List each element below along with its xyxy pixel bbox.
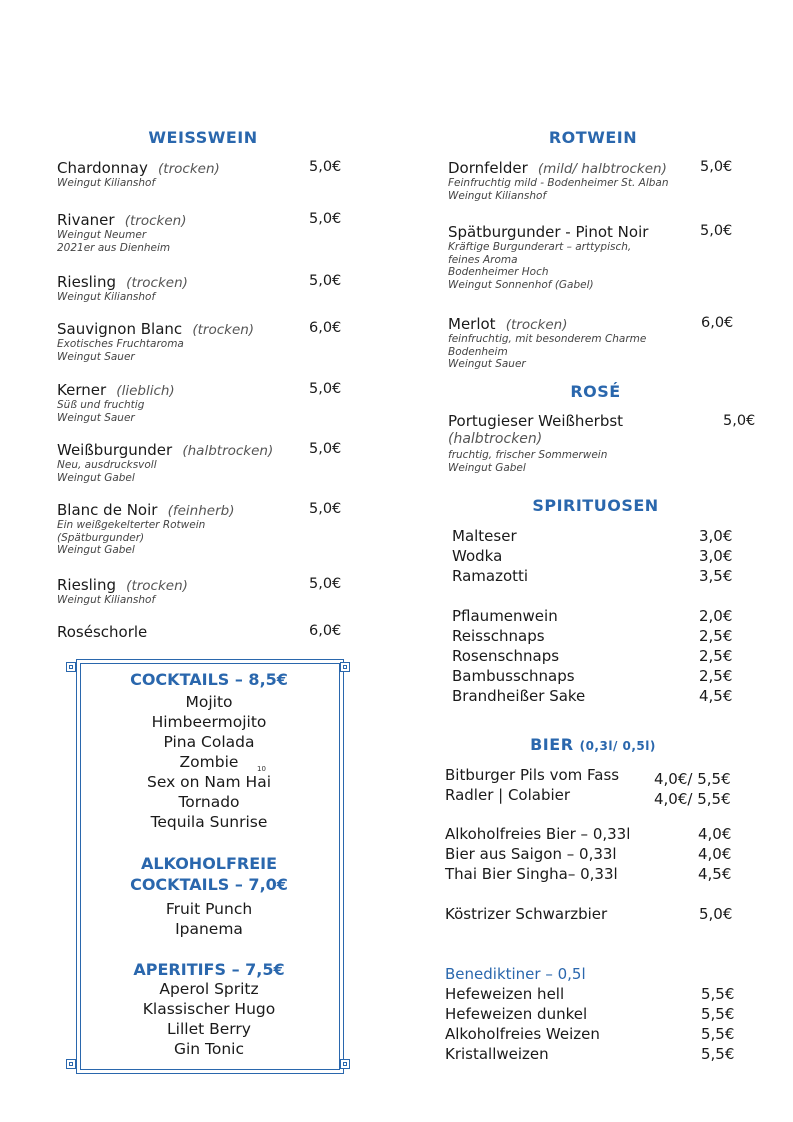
wine-item-dornfelder <box>448 158 669 202</box>
cocktail-item: Mojito <box>185 693 233 711</box>
beer-name: Radler | Colabier <box>445 786 571 804</box>
beer-name: Alkoholfreies Bier – 0,33l <box>445 825 631 843</box>
cocktail-item: Tornado <box>178 793 240 811</box>
spirit-name: Wodka <box>452 547 503 565</box>
wine-description: Weingut Kilianshof <box>57 594 156 606</box>
wine-qualifier: (trocken) <box>126 275 188 291</box>
beer-name: Hefeweizen dunkel <box>445 1005 588 1023</box>
wine-description: Weingut Sauer <box>57 411 135 424</box>
cocktail-item: Pina Colada <box>163 733 255 751</box>
spirit-name: Reisschnaps <box>452 627 545 645</box>
wine-price: 5,0€ <box>309 273 342 289</box>
wine-item-blanc-de-noir <box>57 500 235 557</box>
wine-item-spaetburgunder <box>448 222 648 291</box>
bier-heading <box>448 735 738 754</box>
rose-heading: ROSÉ <box>570 382 621 401</box>
wine-price: 6,0€ <box>309 623 342 639</box>
aperitif-item: Aperol Spritz <box>159 980 259 998</box>
wine-price: 5,0€ <box>309 159 342 175</box>
beer-name: Hefeweizen hell <box>445 985 565 1003</box>
beer-price: 4,0€ <box>698 845 732 863</box>
spirit-name: Rosenschnaps <box>452 647 560 665</box>
wine-description: Weingut Gabel <box>57 471 135 484</box>
wine-name: Weißburgunder <box>57 441 173 459</box>
wine-price: 6,0€ <box>309 320 342 336</box>
spirit-name: Ramazotti <box>452 567 529 585</box>
wine-item-portugieser <box>448 412 623 474</box>
cocktail-item: Zombie <box>179 753 239 771</box>
wine-name: Riesling <box>57 576 116 594</box>
page-note: 10 <box>257 765 266 773</box>
beer-name: Alkoholfreies Weizen <box>445 1025 600 1043</box>
beer-price: 5,5€ <box>701 985 735 1003</box>
spirit-price: 2,5€ <box>699 627 733 645</box>
cocktail-item: Himbeermojito <box>151 713 267 731</box>
spirit-price: 3,5€ <box>699 567 733 585</box>
frame-corner-ornament <box>66 1059 76 1069</box>
wine-name: Dornfelder <box>448 159 528 177</box>
wine-qualifier: (halbtrocken) <box>448 431 543 447</box>
wine-qualifier: (trocken) <box>126 578 188 594</box>
wine-price: 5,0€ <box>700 159 733 175</box>
wine-description: Weingut Kilianshof <box>448 189 547 202</box>
spirit-price: 4,5€ <box>699 687 733 705</box>
alkoholfrei-heading-line2: COCKTAILS – 7,0€ <box>130 875 288 894</box>
spirit-price: 2,5€ <box>699 647 733 665</box>
wine-name: Spätburgunder - Pinot Noir <box>448 223 649 241</box>
wine-qualifier: (lieblich) <box>116 383 175 399</box>
wine-description: Weingut Sauer <box>448 358 526 370</box>
frame-corner-ornament <box>340 1059 350 1069</box>
wine-price: 5,0€ <box>309 501 342 517</box>
wine-item-riesling-2 <box>57 575 188 607</box>
wine-description: Neu, ausdrucksvoll <box>57 459 157 471</box>
wine-item-rivaner <box>57 210 186 254</box>
wine-item-roseschorle <box>57 622 147 641</box>
wine-price: 5,0€ <box>309 576 342 592</box>
beer-name: Köstrizer Schwarzbier <box>445 905 608 923</box>
spirit-name: Bambusschnaps <box>452 667 575 685</box>
beer-price: 5,5€ <box>701 1005 735 1023</box>
cocktail-item: Tequila Sunrise <box>150 813 268 831</box>
spirit-price: 2,0€ <box>699 607 733 625</box>
beer-name: Bitburger Pils vom Fass <box>445 766 620 784</box>
wine-name: Riesling <box>57 273 116 291</box>
wine-description: Weingut Gabel <box>57 544 135 556</box>
wine-qualifier: (trocken) <box>124 213 187 229</box>
wine-description: feinfruchtig, mit besonderem Charme <box>448 333 647 345</box>
aperitif-item: Klassischer Hugo <box>142 1000 276 1018</box>
beer-name: Kristallweizen <box>445 1045 549 1063</box>
wine-description: Bodenheim <box>448 345 508 358</box>
aperitifs-heading: APERITIFS – 7,5€ <box>133 960 285 979</box>
wine-name: Blanc de Noir <box>57 501 158 519</box>
wine-name: Merlot <box>448 315 496 333</box>
wine-description: Weingut Gabel <box>448 461 526 474</box>
benediktiner-subheading: Benediktiner – 0,5l <box>445 965 586 983</box>
wine-description: Weingut Sonnenhof (Gabel) <box>448 278 594 291</box>
wine-description: Süß und fruchtig <box>57 399 145 411</box>
wine-description: Weingut Sauer <box>57 350 135 363</box>
wine-description: feines Aroma <box>448 253 518 266</box>
wine-price: 5,0€ <box>309 381 342 397</box>
spirit-name: Pflaumenwein <box>452 607 558 625</box>
cocktail-item: Ipanema <box>175 920 243 938</box>
cocktail-item: Fruit Punch <box>165 900 253 918</box>
bier-heading-sizes: (0,3l/ 0,5l) <box>579 739 656 753</box>
wine-name: Kerner <box>57 381 107 399</box>
wine-qualifier: (halbtrocken) <box>182 443 274 459</box>
rotwein-heading: ROTWEIN <box>548 128 638 147</box>
wine-description: Weingut Kilianshof <box>57 177 156 189</box>
wine-name: Roséschorle <box>57 623 148 641</box>
beer-price: 4,0€/ 5,5€ <box>654 770 731 788</box>
frame-corner-ornament <box>340 662 350 672</box>
spirit-name: Brandheißer Sake <box>452 687 586 705</box>
wine-description: 2021er aus Dienheim <box>57 241 171 254</box>
wine-price: 5,0€ <box>309 441 342 457</box>
aperitif-item: Lillet Berry <box>167 1020 251 1038</box>
alkoholfrei-heading-line1: ALKOHOLFREIE <box>140 854 278 873</box>
wine-item-kerner <box>57 380 175 424</box>
spirit-price: 3,0€ <box>699 547 733 565</box>
beer-price: 5,0€ <box>699 905 733 923</box>
beer-price: 4,0€/ 5,5€ <box>654 790 731 808</box>
cocktail-item: Sex on Nam Hai <box>146 773 271 791</box>
wine-description: Ein weißgekelterter Rotwein <box>57 519 206 531</box>
wine-name: Chardonnay <box>57 159 148 177</box>
wine-item-weissburgunder <box>57 440 273 484</box>
beer-price: 5,5€ <box>701 1045 735 1063</box>
wine-price: 6,0€ <box>701 315 734 331</box>
wine-name: Sauvignon Blanc <box>57 320 183 338</box>
wine-description: Bodenheimer Hoch <box>448 266 549 278</box>
wine-qualifier: (trocken) <box>158 161 220 177</box>
spirit-price: 2,5€ <box>699 667 733 685</box>
wine-price: 5,0€ <box>700 223 733 239</box>
wine-item-chardonnay <box>57 158 220 190</box>
wine-description: Weingut Neumer <box>57 229 147 241</box>
beer-name: Thai Bier Singha– 0,33l <box>445 865 618 883</box>
bier-heading-title: BIER <box>530 735 574 754</box>
aperitif-item: Gin Tonic <box>173 1040 245 1058</box>
wine-description: Exotisches Fruchtaroma <box>57 338 184 350</box>
wine-item-merlot <box>448 314 646 371</box>
wine-qualifier: (trocken) <box>505 317 568 333</box>
wine-item-riesling <box>57 272 188 304</box>
wine-description: (Spätburgunder) <box>57 531 145 544</box>
frame-corner-ornament <box>66 662 76 672</box>
beer-price: 4,5€ <box>698 865 732 883</box>
spirit-name: Malteser <box>452 527 517 545</box>
wine-name: Portugieser Weißherbst <box>448 412 624 430</box>
wine-price: 5,0€ <box>723 413 756 429</box>
wine-description: Weingut Kilianshof <box>57 291 156 303</box>
spirituosen-heading: SPIRITUOSEN <box>532 496 659 515</box>
wine-description: Feinfruchtig mild - Bodenheimer St. Alban <box>448 177 669 189</box>
wine-name: Rivaner <box>57 211 115 229</box>
wine-qualifier: (feinherb) <box>167 503 235 519</box>
cocktails-heading: COCKTAILS – 8,5€ <box>130 670 288 689</box>
weisswein-heading: WEISSWEIN <box>148 128 258 147</box>
wine-description: fruchtig, frischer Sommerwein <box>448 449 608 461</box>
wine-item-sauvignon-blanc <box>57 319 254 363</box>
beer-price: 4,0€ <box>698 825 732 843</box>
wine-price: 5,0€ <box>309 211 342 227</box>
wine-qualifier: (mild/ halbtrocken) <box>537 161 667 177</box>
wine-description: Kräftige Burgunderart – arttypisch, <box>448 241 632 253</box>
wine-qualifier: (trocken) <box>192 322 255 338</box>
spirit-price: 3,0€ <box>699 527 733 545</box>
beer-price: 5,5€ <box>701 1025 735 1043</box>
beer-name: Bier aus Saigon – 0,33l <box>445 845 617 863</box>
